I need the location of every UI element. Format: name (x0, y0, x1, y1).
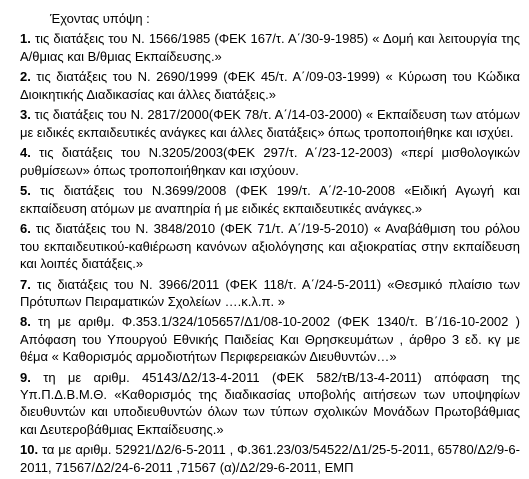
item-text: τη με αριθμ. 45143/Δ2/13-4-2011 (ΦΕΚ 582/τΒ/13-4-2011) απόφαση της Υπ.Π.Δ.Β.Μ.Θ. «Καθορισμός της διαδικασίας υποβολής αιτήσεων των υποψηφίων διευθυντών και υποδιευθυντών όλων των τύπων σχολικών Μονάδων Πρωτοβάθμιας και Δευτεροβάθμιας Εκπαίδευσης.» (20, 369, 520, 437)
list-item-7 (20, 276, 520, 311)
item-number: 8. (20, 314, 31, 330)
item-text: τις διατάξεις του Ν. 3848/2010 (ΦΕΚ 71/τ. Α΄/19-5-2010) « Αναβάθμιση του ρόλου του εκπαιδευτικού-καθιέρωση κανόνων αξιολόγησης και αξιοκρατίας στην εκπαίδευση και λοιπές διατάξεις.» (20, 221, 520, 271)
item-text: τις διατάξεις του Ν. 3966/2011 (ΦΕΚ 118/τ. Α΄/24-5-2011) «Θεσμικό πλαίσιο των Πρότυπων Πειραματικών Σχολείων ….κ.λ.π. » (20, 276, 520, 309)
list-item-1 (20, 30, 520, 65)
list-item-10 (20, 441, 520, 476)
item-number: 4. (20, 145, 31, 161)
item-text: τη με αριθμ. Φ.353.1/324/105657/Δ1/08-10-2002 (ΦΕΚ 1340/τ. Β΄/16-10-2002 ) Απόφαση του Υπουργού Εθνικής Παιδείας Και Θρησκευμάτων , άρθρο 3 εδ. κγ με θέμα « Καθορισμός αρμοδιοτήτων Περιφερειακών Διευθυντών…» (20, 314, 520, 365)
list-item-8 (20, 313, 520, 365)
item-text: τις διατάξεις του Ν.3699/2008 (ΦΕΚ 199/τ. Α΄/2-10-2008 «Ειδική Αγωγή και εκπαίδευση ατόμων με αναπηρία ή με ειδικές εκπαιδευτικές ανάγκες.» (20, 183, 520, 216)
item-text: τις διατάξεις του Ν. 2690/1999 (ΦΕΚ 45/τ. Α΄/09-03-1999) « Κύρωση του Κώδικα Διοικητικής Διαδικασίας και άλλες διατάξεις.» (20, 69, 520, 102)
list-item-5 (20, 182, 520, 217)
item-number: 6. (20, 221, 31, 237)
list-item-2 (20, 68, 520, 103)
item-text: τα με αριθμ. 52921/Δ2/6-5-2011 , Φ.361.23/03/54522/Δ1/25-5-2011, 65780/Δ2/9-6-2011, 71567/Δ2/24-6-2011 ,71567 (α)/Δ2/29-6-2011, ΕΜΠ (20, 442, 520, 475)
item-number: 9. (20, 369, 31, 385)
item-number: 1. (20, 31, 31, 47)
item-number: 2. (20, 69, 31, 85)
item-number: 3. (20, 107, 31, 123)
item-text: τις διατάξεις του Ν. 2817/2000(ΦΕΚ 78/τ. Α΄/14-03-2000) « Εκπαίδευση των ατόμων με ειδικές εκπαιδευτικές ανάγκες και άλλες διατάξεις» όπως τροποποιήθηκε και ισχύει. (20, 107, 520, 140)
list-item-4 (20, 144, 520, 179)
item-number: 7. (20, 276, 31, 292)
item-text: τις διατάξεις του Ν. 1566/1985 (ΦΕΚ 167/τ. Α΄/30-9-1985) « Δομή και λειτουργία της Α/θμιας και Β/θμιας Εκπαίδευσης.» (20, 31, 520, 64)
list-item-6 (20, 220, 520, 272)
document-heading: Έχοντας υπόψη : (50, 11, 150, 26)
list-item-3 (20, 106, 520, 141)
item-number: 10. (20, 442, 39, 458)
item-text: τις διατάξεις του Ν.3205/2003(ΦΕΚ 297/τ. Α΄/23-12-2003) «περί μισθολογικών ρυθμίσεων» όπως τροποποιήθηκαν και ισχύουν. (20, 145, 520, 178)
document-body (20, 10, 520, 479)
item-number: 5. (20, 183, 31, 199)
list-item-9 (20, 369, 520, 438)
